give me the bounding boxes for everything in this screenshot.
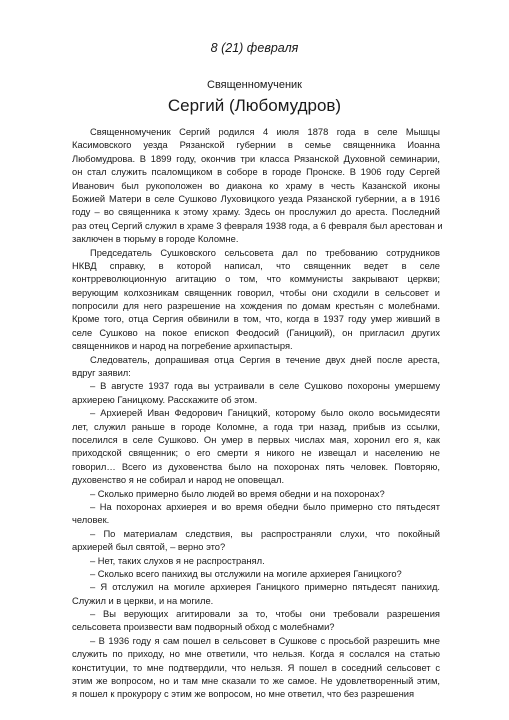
text-line: – Нет, таких слухов я не распространял. bbox=[90, 555, 265, 566]
text-line: селе Сушково на покое епископ Феодосий (Ганицкий), он пригласил других bbox=[72, 327, 440, 338]
text-line: Касимовского уезда Рязанской губернии в семье священника Иоанна bbox=[72, 140, 440, 151]
text-line: Любомудрова. В 1899 году, окончив три класса Рязанской Духовной семинарии, bbox=[72, 153, 440, 164]
text-line: этим же вопросом, но и там мне сказали то же самое. Не удовлетворенный этим, bbox=[72, 676, 440, 687]
text-line: Кроме того, отца Сергия обвинили в том, что, когда в 1937 году умер живший в bbox=[72, 314, 440, 325]
text-line: – В 1936 году я сам пошел в сельсовет в Сушкове с просьбой разрешить мне bbox=[90, 635, 440, 646]
text-line: заключен в тюрьму в городе Коломне. bbox=[72, 234, 239, 245]
paragraph bbox=[72, 407, 440, 487]
text-line: Служил и в церкви, и на могиле. bbox=[72, 595, 214, 606]
text-line: НКВД справку, в которой написал, что священник ведет в селе bbox=[72, 260, 440, 271]
paragraph bbox=[72, 581, 440, 608]
text-line: попросили для него разрешение на хождения по домам крестьян с молебнами. bbox=[72, 301, 440, 312]
text-line: Священномученик Сергий родился 4 июля 1878 года в селе Мышцы bbox=[90, 127, 440, 137]
text-line: человек. bbox=[72, 515, 110, 526]
text-line: сельсовета произвести вам подворный обход с молебнами? bbox=[72, 622, 335, 633]
paragraph bbox=[72, 555, 440, 568]
text-line: верующим колхозникам священник говорил, чтобы они сходили в сельсовет и bbox=[72, 287, 440, 298]
text-line: служить по приходу, но мне ответили, что нельзя. Когда я сослался на статью bbox=[72, 649, 440, 660]
saint-title: Священномученик bbox=[207, 79, 302, 91]
feast-date: 8 (21) февраля bbox=[210, 41, 299, 55]
text-line: он стал служить псаломщиком в соборе в городе Пронске. В 1906 году Сергей bbox=[72, 167, 440, 178]
text-line: священников и народ на погребение архипастыря. bbox=[72, 341, 293, 352]
text-line: Следователь, допрашивая отца Сергия в течение двух дней после ареста, bbox=[90, 354, 440, 365]
paragraph bbox=[72, 126, 443, 247]
text-line: духовенство я не собирал и народ не оповещал. bbox=[72, 475, 285, 486]
text-line: – Архиерей Иван Федорович Ганицкий, которому было около восьмидесяти bbox=[90, 408, 440, 419]
text-line: вдруг заявил: bbox=[72, 368, 131, 379]
paragraph bbox=[72, 380, 440, 407]
text-line: говорил… Всего из духовенства было на похоронах пять человек. Повторяю, bbox=[72, 461, 440, 472]
text-line: – По материалам следствия, вы распространяли слухи, что покойный bbox=[90, 528, 440, 539]
text-line: конституции, то мне подтвердили, что нельзя. Я пошел в соседний сельсовет с bbox=[72, 662, 440, 673]
text-line: – На похоронах архиерея и во время обедни было примерно сто пятьдесят bbox=[90, 501, 440, 512]
paragraph bbox=[72, 501, 440, 528]
text-line: контрреволюционную агитацию о том, что коммунисты закрывают церкви; bbox=[72, 274, 440, 285]
text-line: лет, служил раньше в городе Коломне, а года три назад, прибыв из ссылки, bbox=[72, 421, 440, 432]
text-line: году – во священника к этому храму. Здесь он прослужил до ареста. Последний bbox=[72, 207, 440, 218]
text-line: – Сколько всего панихид вы отслужили на могиле архиерея Ганицкого? bbox=[90, 568, 402, 579]
paragraph bbox=[72, 354, 440, 381]
text-line: Божией Матери в селе Сушково Луховицкого уезда Рязанской губернии, а в 1916 bbox=[72, 193, 440, 204]
paragraph bbox=[72, 568, 440, 581]
text-line: поселился в селе Сушково. Он умер в первых числах мая, хоронил его я, как bbox=[72, 434, 440, 445]
text-line: Иванович был рукоположен во диакона ко храму в честь Казанской иконы bbox=[72, 180, 440, 191]
paragraph bbox=[72, 247, 440, 354]
paragraph bbox=[72, 488, 440, 501]
text-line: Председатель Сушковского сельсовета дал по требованию сотрудников bbox=[90, 247, 440, 258]
paragraph bbox=[72, 608, 440, 635]
text-line: архиерею Ганицкому. Расскажите об этом. bbox=[72, 394, 258, 405]
text-line: – Я отслужил на могиле архиерея Ганицкого примерно пятьдесят панихид. bbox=[90, 582, 440, 593]
saint-name: Сергий (Любомудров) bbox=[167, 96, 342, 115]
paragraph bbox=[72, 528, 440, 555]
paragraph bbox=[72, 635, 440, 702]
text-line: – Сколько примерно было людей во время обедни и на похоронах? bbox=[90, 488, 385, 499]
article-body bbox=[72, 126, 443, 702]
text-line: – Вы верующих агитировали за то, чтобы они требовали разрешения bbox=[90, 609, 440, 620]
text-line: я пошел к прокурору с этим же вопросом, но мне ответил, что без разрешения bbox=[72, 689, 415, 700]
text-line: – В августе 1937 года вы устраивали в селе Сушково похороны умершему bbox=[90, 381, 440, 392]
text-line: раз отец Сергий служил в храме 3 февраля 1938 года, а 6 февраля был арестован и bbox=[72, 220, 443, 231]
text-line: архиерей был святой, – верно это? bbox=[72, 542, 226, 553]
text-line: приходской священник; о его смерти я никого не извещал и населению не bbox=[72, 448, 440, 459]
